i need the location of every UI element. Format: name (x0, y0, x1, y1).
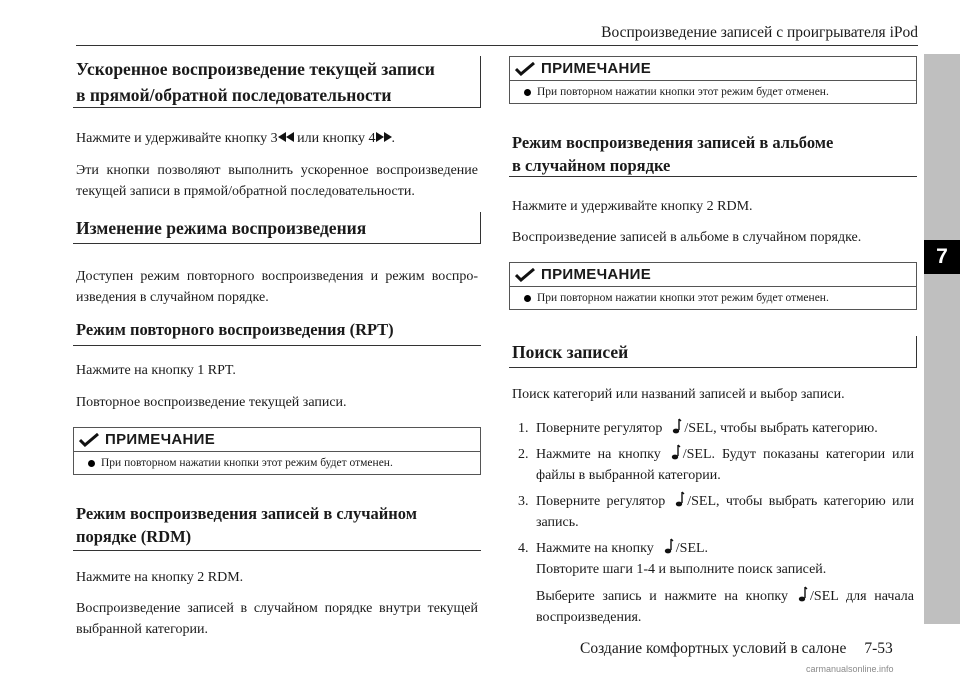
step-number: 4. (518, 541, 529, 556)
text-fragment: или кнопку 4 (293, 131, 376, 146)
heading-rdm-mode (73, 502, 481, 551)
text-fragment: Выберите запись и нажмите на кнопку (536, 589, 789, 604)
text-fragment: /SEL. (675, 541, 709, 556)
note-header (510, 263, 916, 287)
text-fragment: . (391, 131, 396, 146)
note-title: ПРИМЕЧАНИЕ (105, 431, 216, 448)
heading-fast-playback (73, 56, 481, 108)
bullet-icon (524, 89, 531, 96)
list-item (518, 418, 914, 439)
step-subtext: Повторите шаги 1-4 и выполните поиск записей. (536, 562, 827, 577)
step-number: 3. (518, 494, 529, 509)
checkmark-icon (515, 62, 535, 76)
text-fragment: Поверните регулятор (536, 494, 666, 509)
page-header-title: Воспроизведение записей с проигрывателя iPod (601, 24, 918, 41)
paragraph-album-desc: Воспроизведение записей в альбоме в случайном порядке. (512, 230, 862, 245)
text-fragment: /SEL. Будут показаны категории или файлы в выбранной категории. (536, 447, 915, 483)
fast-forward-icon (376, 132, 392, 142)
paragraph-search-intro: Поиск категорий или названий записей и выбор записи. (512, 387, 845, 402)
paragraph-album-press: Нажмите и удерживайте кнопку 2 RDM. (512, 199, 753, 214)
heading-search (509, 336, 917, 368)
note-title: ПРИМЕЧАНИЕ (541, 266, 652, 283)
heading-line: в случайном порядке (512, 156, 671, 175)
heading-rpt-mode: Режим повторного воспроизведения (RPT) (73, 318, 481, 346)
heading-line: Изменение режима воспроизведения (76, 218, 367, 238)
note-text: При повторном нажатии кнопки этот режим будет отменен. (537, 85, 829, 98)
music-note-knob-icon (675, 491, 685, 508)
heading-line: Режим воспроизведения записей в альбоме (512, 133, 834, 152)
step-text (536, 418, 914, 439)
paragraph-rpt-press: Нажмите на кнопку 1 RPT. (76, 363, 236, 378)
note-body (510, 81, 916, 103)
note-album-top (509, 56, 917, 104)
note-header (74, 428, 480, 452)
heading-change-mode (73, 212, 481, 244)
search-steps-list (518, 418, 914, 633)
checkmark-icon (515, 268, 535, 282)
step-number: 2. (518, 447, 529, 462)
heading-line: Поиск записей (512, 342, 629, 362)
text-fragment: /SEL, чтобы выбрать категорию. (684, 421, 878, 436)
page-header (76, 22, 918, 46)
music-note-knob-icon (671, 444, 681, 461)
paragraph-rdm-desc: Воспроизведение записей в случайном порядке внутри текущей выбранной категории. (76, 601, 478, 637)
list-item (518, 444, 914, 486)
text-fragment: Нажмите на кнопку (536, 447, 661, 462)
bullet-icon (88, 460, 95, 467)
note-body (510, 287, 916, 309)
text-fragment: Нажмите и удерживайте кнопку 3 (76, 131, 278, 146)
footer-title: Создание комфортных условий в салоне (580, 640, 847, 657)
text-fragment: Нажмите на кнопку (536, 541, 654, 556)
text-fragment: /SEL для начала воспроизведения. (536, 589, 914, 625)
list-item (518, 491, 914, 533)
checkmark-icon (79, 433, 99, 447)
heading-line: Режим воспроизведения записей в случайном (76, 504, 417, 523)
note-rpt (73, 427, 481, 475)
note-body (74, 452, 480, 474)
step-text (536, 444, 914, 486)
page-footer (580, 640, 893, 658)
bullet-icon (524, 295, 531, 302)
note-text: При повторном нажатии кнопки этот режим будет отменен. (101, 456, 393, 469)
paragraph-rpt-desc: Повторное воспроизведение текущей записи. (76, 395, 347, 410)
heading-line: порядке (RDM) (76, 527, 192, 546)
text-fragment: /SEL, чтобы выбрать категорию или запись. (536, 494, 915, 530)
music-note-knob-icon (798, 586, 808, 603)
chapter-number: 7 (924, 240, 960, 274)
music-note-knob-icon (664, 538, 674, 555)
step-number: 1. (518, 421, 529, 436)
step-text (536, 538, 914, 628)
note-text: При повторном нажатии кнопки этот режим будет отменен. (537, 291, 829, 304)
text-fragment: Поверните регулятор (536, 421, 663, 436)
music-note-knob-icon (672, 418, 682, 435)
paragraph-modes-available: Доступен режим повторного воспроизведения и режим воспро-изведения в случайном порядке. (76, 269, 478, 305)
chapter-side-tab (924, 54, 960, 624)
paragraph-hold-button (76, 128, 478, 149)
note-album-bottom (509, 262, 917, 310)
step-text (536, 491, 914, 533)
step-subtext (536, 586, 914, 628)
rewind-icon (278, 132, 294, 142)
heading-album-random (509, 131, 917, 177)
list-item (518, 538, 914, 628)
watermark: carmanualsonline.info (806, 664, 894, 674)
heading-line: в прямой/обратной последовательности (76, 85, 392, 105)
note-header (510, 57, 916, 81)
paragraph-rdm-press: Нажмите на кнопку 2 RDM. (76, 570, 244, 585)
page-number: 7-53 (864, 640, 893, 657)
note-title: ПРИМЕЧАНИЕ (541, 60, 652, 77)
paragraph-fast-playback-desc: Эти кнопки позволяют выполнить ускоренное воспроизведение текущей записи в прямой/обратной последовательности. (76, 163, 478, 199)
heading-line: Ускоренное воспроизведение текущей записи (76, 59, 435, 79)
